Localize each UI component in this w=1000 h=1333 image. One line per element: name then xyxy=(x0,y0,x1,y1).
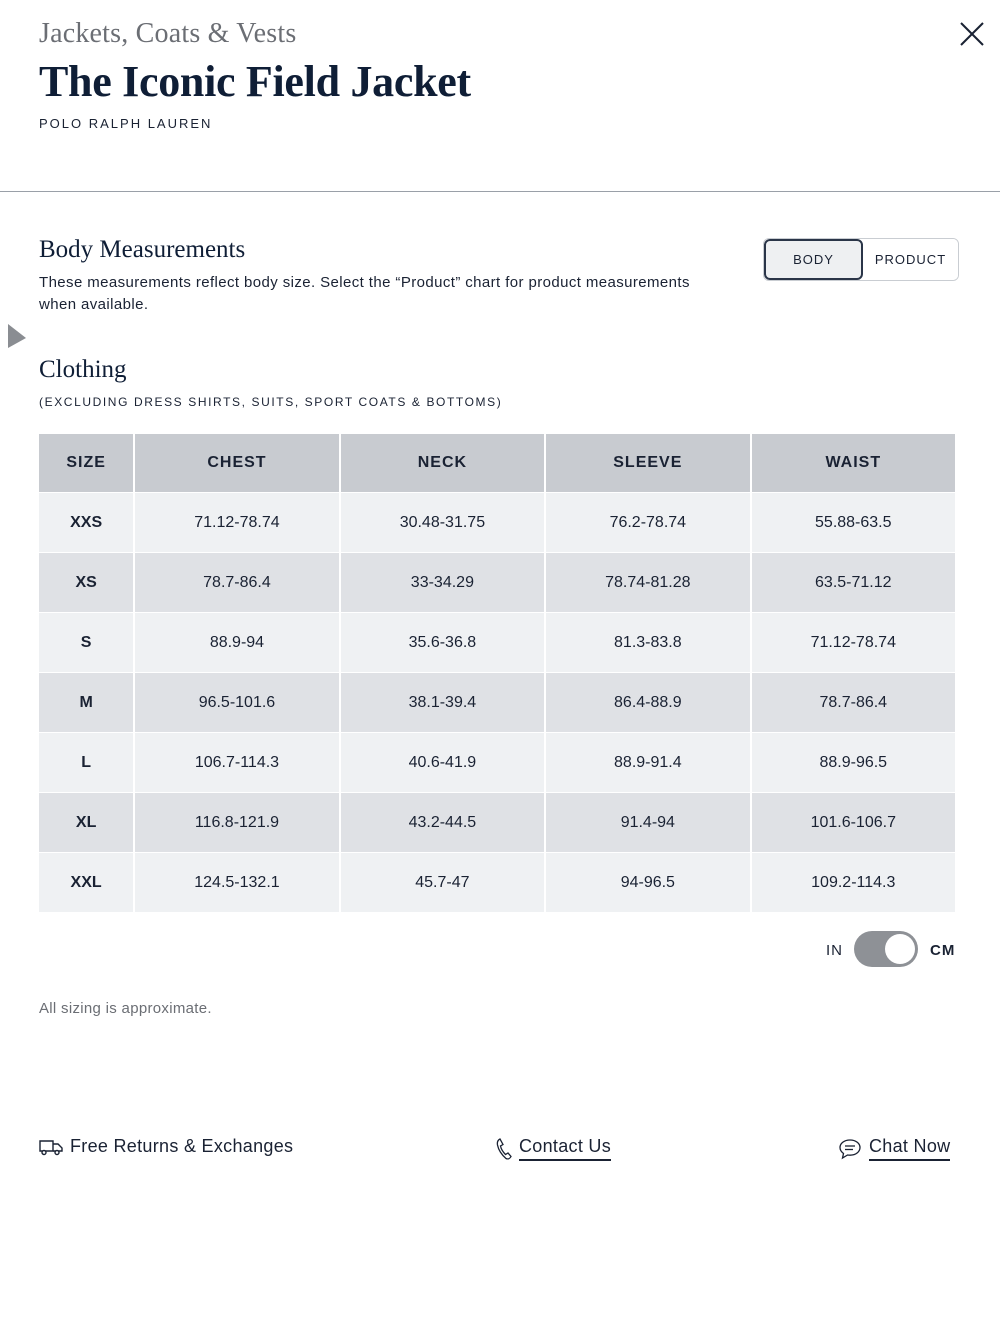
column-header: SIZE xyxy=(39,434,133,492)
clothing-subtitle: (EXCLUDING DRESS SHIRTS, SUITS, SPORT COATS & BOTTOMS) xyxy=(39,395,503,409)
free-returns-label: Free Returns & Exchanges xyxy=(70,1136,294,1156)
table-row xyxy=(39,732,955,792)
unit-label-cm: CM xyxy=(930,942,956,959)
table-cell: 96.5-101.6 xyxy=(135,672,338,732)
tab-body[interactable]: BODY xyxy=(764,239,863,280)
table-cell: 43.2-44.5 xyxy=(341,792,544,852)
table-row xyxy=(39,852,955,912)
table-cell: 91.4-94 xyxy=(546,792,749,852)
table-row xyxy=(39,792,955,852)
table-cell: 76.2-78.74 xyxy=(546,492,749,552)
modal-header xyxy=(0,0,1000,192)
table-header-row xyxy=(39,434,955,492)
table-cell: 71.12-78.74 xyxy=(752,612,955,672)
size-cell: XXS xyxy=(39,492,133,552)
table-cell: 86.4-88.9 xyxy=(546,672,749,732)
table-row xyxy=(39,612,955,672)
column-header: SLEEVE xyxy=(546,434,749,492)
table-cell: 78.74-81.28 xyxy=(546,552,749,612)
clothing-title: Clothing xyxy=(39,356,127,383)
table-cell: 33-34.29 xyxy=(341,552,544,612)
size-cell: L xyxy=(39,732,133,792)
contact-us-link[interactable] xyxy=(496,1136,611,1161)
chart-type-toggle xyxy=(763,238,959,281)
close-icon xyxy=(956,18,988,50)
table-cell: 63.5-71.12 xyxy=(752,552,955,612)
column-header: CHEST xyxy=(135,434,338,492)
category-label: Jackets, Coats & Vests xyxy=(39,18,297,49)
size-cell: S xyxy=(39,612,133,672)
chat-now-label: Chat Now xyxy=(869,1136,950,1161)
table-cell: 45.7-47 xyxy=(341,852,544,912)
table-cell: 35.6-36.8 xyxy=(341,612,544,672)
table-row xyxy=(39,552,955,612)
table-cell: 40.6-41.9 xyxy=(341,732,544,792)
table-cell: 101.6-106.7 xyxy=(752,792,955,852)
switch-knob xyxy=(885,934,915,964)
section-description: These measurements reflect body size. Select the “Product” chart for product measurements when available. xyxy=(39,274,690,313)
table-cell: 55.88-63.5 xyxy=(752,492,955,552)
table-cell: 116.8-121.9 xyxy=(135,792,338,852)
unit-switch[interactable] xyxy=(854,931,918,967)
table-cell: 78.7-86.4 xyxy=(135,552,338,612)
size-cell: XL xyxy=(39,792,133,852)
free-returns-link[interactable] xyxy=(39,1136,293,1157)
unit-toggle xyxy=(824,930,964,970)
sizing-disclaimer: All sizing is approximate. xyxy=(39,1000,212,1017)
tab-product[interactable]: PRODUCT xyxy=(863,239,958,280)
size-cell: XS xyxy=(39,552,133,612)
column-header: NECK xyxy=(341,434,544,492)
product-title: The Iconic Field Jacket xyxy=(39,57,471,106)
unit-label-in: IN xyxy=(826,942,843,959)
table-cell: 71.12-78.74 xyxy=(135,492,338,552)
size-chart-table xyxy=(37,434,957,912)
table-cell: 106.7-114.3 xyxy=(135,732,338,792)
contact-us-label: Contact Us xyxy=(519,1136,611,1161)
table-cell: 88.9-91.4 xyxy=(546,732,749,792)
table-cell: 124.5-132.1 xyxy=(135,852,338,912)
table-cell: 88.9-96.5 xyxy=(752,732,955,792)
column-header: WAIST xyxy=(752,434,955,492)
mouse-cursor-icon xyxy=(6,322,28,350)
table-cell: 94-96.5 xyxy=(546,852,749,912)
table-cell: 30.48-31.75 xyxy=(341,492,544,552)
table-cell: 109.2-114.3 xyxy=(752,852,955,912)
chat-bubble-icon xyxy=(838,1138,862,1160)
table-row xyxy=(39,672,955,732)
table-cell: 88.9-94 xyxy=(135,612,338,672)
phone-icon xyxy=(496,1138,512,1160)
delivery-truck-icon xyxy=(39,1138,63,1156)
table-cell: 81.3-83.8 xyxy=(546,612,749,672)
close-button[interactable] xyxy=(956,18,988,50)
table-row xyxy=(39,492,955,552)
table-cell: 38.1-39.4 xyxy=(341,672,544,732)
size-cell: M xyxy=(39,672,133,732)
table-cell: 78.7-86.4 xyxy=(752,672,955,732)
chat-now-link[interactable] xyxy=(838,1136,950,1161)
size-cell: XXL xyxy=(39,852,133,912)
section-title: Body Measurements xyxy=(39,236,246,263)
brand-label: POLO RALPH LAUREN xyxy=(39,116,213,131)
